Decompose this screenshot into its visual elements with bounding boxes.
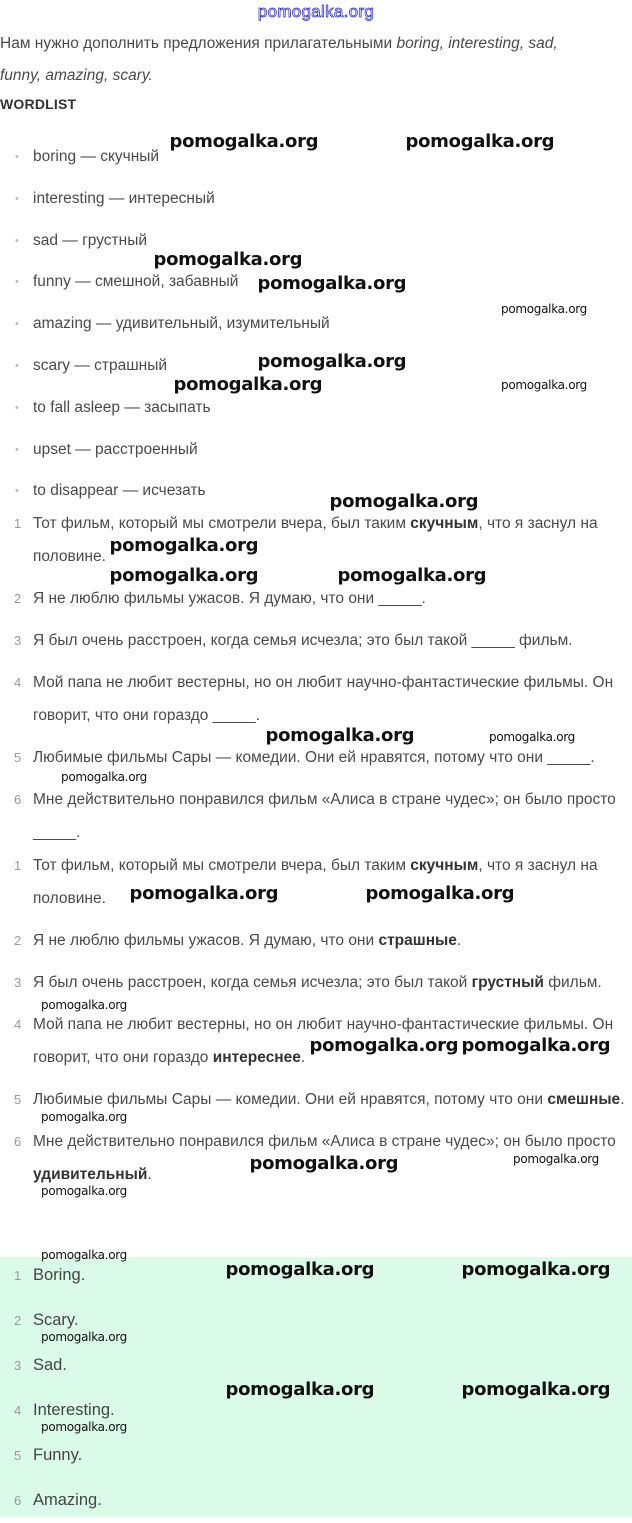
sentence-item [0,666,632,732]
item-number: 5 [14,750,22,765]
item-number: 6 [14,1134,22,1149]
sentence-item [0,966,632,999]
watermark: pomogalka.org [41,1248,127,1262]
sentence-item [0,624,632,657]
wordlist-heading: WORDLIST [0,96,77,112]
item-number: 2 [14,933,22,948]
sentence-text [33,849,632,915]
watermark: pomogalka.org [501,378,587,392]
list-item: • interesting — интересный [0,178,330,220]
watermark: pomogalka.org [329,490,479,512]
item-number: 4 [14,1403,22,1418]
sentence-before: Я был очень расстроен, когда семья исчезла; это был такой [33,974,472,991]
watermark: pomogalka.org [337,564,487,586]
item-number: 3 [14,1358,22,1373]
answer-text: Funny. [33,1446,83,1464]
answer-word: страшные [378,932,457,949]
sentence-after: фильм. [543,974,602,991]
intro-words-2: funny, amazing, scary. [0,67,153,84]
watermark: pomogalka.org [41,1184,127,1198]
sentence-before: Тот фильм, который мы смотрели вчера, был таким [33,857,411,874]
watermark: pomogalka.org [169,130,319,152]
item-number: 4 [14,675,22,690]
exercise-list [0,507,632,858]
list-item: • amazing — удивительный, изумительный [0,303,330,345]
answer-word: интереснее [212,1049,301,1066]
answer-word: скучным [410,515,479,532]
answer-item [0,1433,632,1478]
watermark: pomogalka.org [153,248,303,270]
sentence-text [33,924,632,957]
sentence-text [33,666,632,732]
watermark: pomogalka.org [513,1152,599,1166]
sentence-item [0,582,632,615]
sentence-text [33,582,632,615]
list-item: • upset — расстроенный [0,429,330,471]
item-number: 5 [14,1448,22,1463]
list-item: • to fall asleep — засыпать [0,387,330,429]
sentence-after: , что я заснул на половине. [33,857,598,907]
watermark: pomogalka.org [501,302,587,316]
sentence-before: Мне действительно понравился фильм «Алиса в стране чудес»; он было просто _____. [33,791,616,841]
watermark: pomogalka.org [173,373,323,395]
answer-word: грустный [471,974,544,991]
watermark: pomogalka.org [109,534,259,556]
watermark: pomogalka.org [41,998,127,1012]
intro-text: Нам нужно дополнить предложения прилагательными [0,35,397,52]
sentence-after: . [300,1049,306,1066]
site-header-logo[interactable]: pomogalka.org [257,2,375,21]
item-number: 5 [14,1092,22,1107]
sentence-before: Я не люблю фильмы ужасов. Я думаю, что они _____. [33,590,426,607]
sentence-after: . [620,1091,625,1108]
list-item: • funny — смешной, забавный [0,261,330,303]
sentence-text [33,624,632,657]
watermark: pomogalka.org [41,1330,127,1344]
watermark: pomogalka.org [129,882,279,904]
sentence-after: . [147,1166,152,1183]
watermark: pomogalka.org [489,730,575,744]
answer-text: Sad. [33,1356,67,1374]
watermark: pomogalka.org [41,1420,127,1434]
item-number: 1 [14,516,22,531]
watermark: pomogalka.org [461,1258,611,1280]
watermark: pomogalka.org [365,882,515,904]
list-item: • scary — страшный [0,345,330,387]
item-number: 1 [14,1268,22,1283]
sentence-text [33,966,632,999]
sentence-after: . [456,932,462,949]
sentence-item [0,507,632,573]
item-number: 3 [14,633,22,648]
sentence-before: Мой папа не любит вестерны, но он любит научно-фантастические фильмы. Он говорит, что они гораздо _____. [33,674,614,724]
answer-word: удивительный [33,1166,148,1183]
answer-word: скучным [410,857,479,874]
sentence-item [0,783,632,849]
sentence-before: Любимые фильмы Сары — комедии. Они ей нравятся, потому что они _____. [33,749,595,766]
sentence-before: Я не люблю фильмы ужасов. Я думаю, что они [33,932,379,949]
item-number: 3 [14,975,22,990]
watermark: pomogalka.org [257,272,407,294]
watermark: pomogalka.org [41,1110,127,1124]
answer-text: Interesting. [33,1401,115,1419]
watermark: pomogalka.org [249,1152,399,1174]
sentence-after: , что я заснул на половине. [33,515,598,565]
list-item: • boring — скучный [0,136,330,178]
watermark: pomogalka.org [225,1258,375,1280]
answer-text: Scary. [33,1311,79,1329]
intro-paragraph [0,28,632,92]
sentence-before: Я был очень расстроен, когда семья исчезла; это был такой _____ фильм. [33,632,573,649]
item-number: 2 [14,591,22,606]
watermark: pomogalka.org [265,724,415,746]
sentence-before: Тот фильм, который мы смотрели вчера, был таким [33,515,411,532]
sentence-before: Мой папа не любит вестерны, но он любит научно-фантастические фильмы. Он говорит, что они гораздо [33,1016,614,1066]
answer-item [0,1478,632,1523]
answers-russian-list [0,849,632,1200]
watermark: pomogalka.org [257,350,407,372]
list-item: • to disappear — исчезать [0,470,330,512]
item-number: 6 [14,1493,22,1508]
sentence-before: Любимые фильмы Сары — комедии. Они ей нравятся, потому что они [33,1091,548,1108]
watermark: pomogalka.org [309,1034,459,1056]
list-item: • sad — грустный [0,220,330,262]
item-number: 6 [14,792,22,807]
answer-word: смешные [547,1091,621,1108]
item-number: 2 [14,1313,22,1328]
watermark: pomogalka.org [225,1378,375,1400]
watermark: pomogalka.org [461,1034,611,1056]
watermark: pomogalka.org [461,1378,611,1400]
item-number: 4 [14,1017,22,1032]
intro-words-1: boring, interesting, sad, [396,35,558,52]
watermark: pomogalka.org [109,564,259,586]
wordlist [0,136,330,512]
sentence-text [33,783,632,849]
answer-text: Amazing. [33,1491,102,1509]
watermark: pomogalka.org [61,770,147,784]
sentence-item [0,849,632,915]
watermark: pomogalka.org [405,130,555,152]
answer-text: Boring. [33,1266,86,1284]
sentence-item [0,924,632,957]
item-number: 1 [14,858,22,873]
sentence-before: Мне действительно понравился фильм «Алиса в стране чудес»; он было просто [33,1133,616,1150]
